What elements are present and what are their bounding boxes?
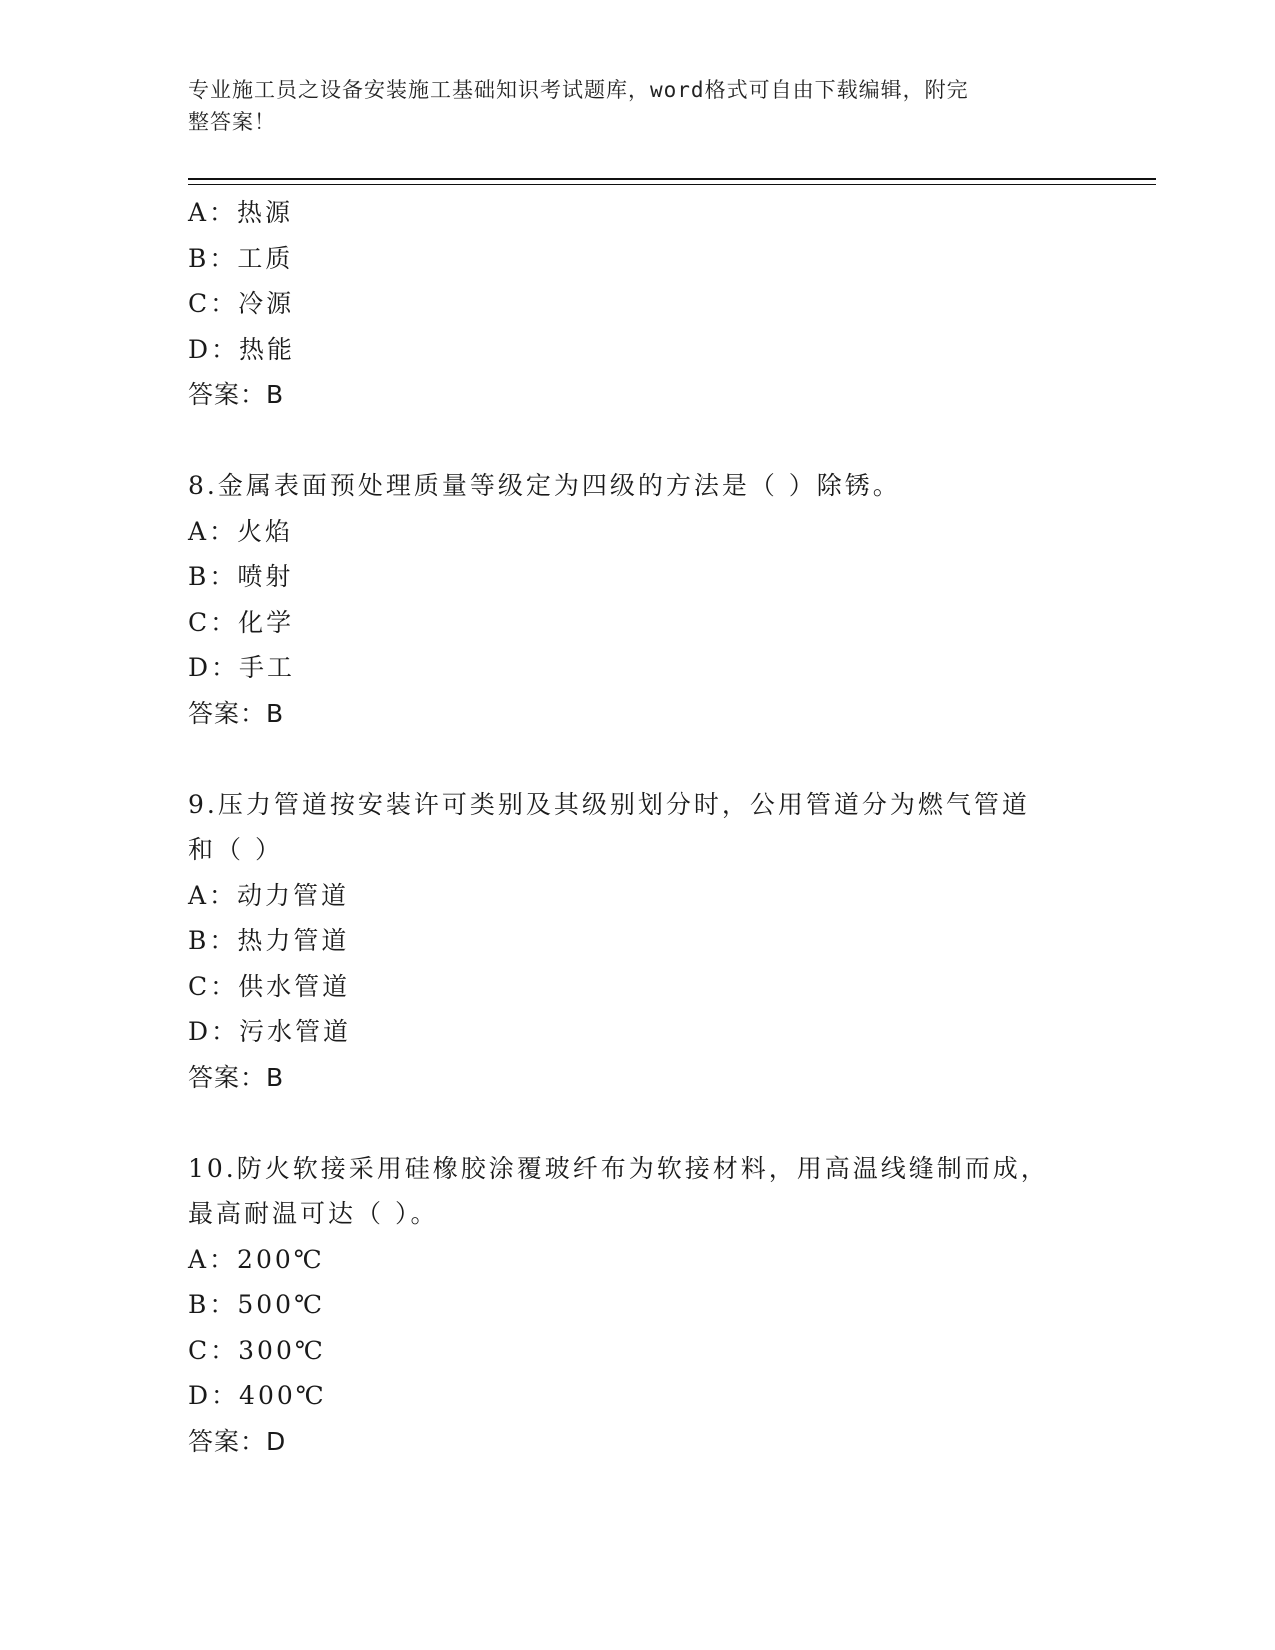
question-7 [188,190,1068,418]
spacer [188,736,1068,782]
header-line-1: 专业施工员之设备安装施工基础知识考试题库，word格式可自由下载编辑，附完 [188,78,969,102]
question-stem-line-2: 和（ ） [188,835,283,864]
option-d: D：热能 [188,334,296,364]
option-a: A：火焰 [188,516,294,546]
question-stem-line-1: 9.压力管道按安装许可类别及其级别划分时，公用管道分为燃气管道 [188,789,1030,819]
option-d: D：手工 [188,653,296,682]
header-line-2: 整答案！ [188,110,276,134]
option-b: B：热力管道 [188,926,350,955]
option-d: D：污水管道 [188,1017,352,1046]
question-stem-line-1: 10.防火软接采用硅橡胶涂覆玻纤布为软接材料，用高温线缝制而成， [188,1153,1049,1183]
header-divider-thick [188,178,1156,180]
option-b: B：工质 [188,243,294,273]
header-divider-thin [188,184,1156,185]
option-a: A：200℃ [188,1244,325,1274]
question-9 [188,782,1068,1101]
answer: 答案：B [188,380,285,409]
question-8 [188,463,1068,736]
question-stem-line-2: 最高耐温可达（ ）。 [188,1199,439,1228]
option-c: C：化学 [188,607,295,637]
document-header [188,74,1068,138]
option-c: C：300℃ [188,1335,326,1365]
answer: 答案：B [188,698,285,728]
option-a: A：热源 [188,198,294,227]
question-10 [188,1146,1068,1465]
answer: 答案：B [188,1062,285,1092]
question-list [188,190,1068,1464]
answer: 答案：D [188,1426,287,1456]
option-d: D：400℃ [188,1381,327,1410]
option-a: A：动力管道 [188,880,350,910]
option-b: B：500℃ [188,1290,326,1319]
question-stem: 8.金属表面预处理质量等级定为四级的方法是（ ）除锈。 [188,471,901,500]
spacer [188,1100,1068,1146]
option-c: C：冷源 [188,289,295,318]
option-b: B：喷射 [188,562,294,591]
spacer [188,418,1068,464]
option-c: C：供水管道 [188,971,351,1001]
